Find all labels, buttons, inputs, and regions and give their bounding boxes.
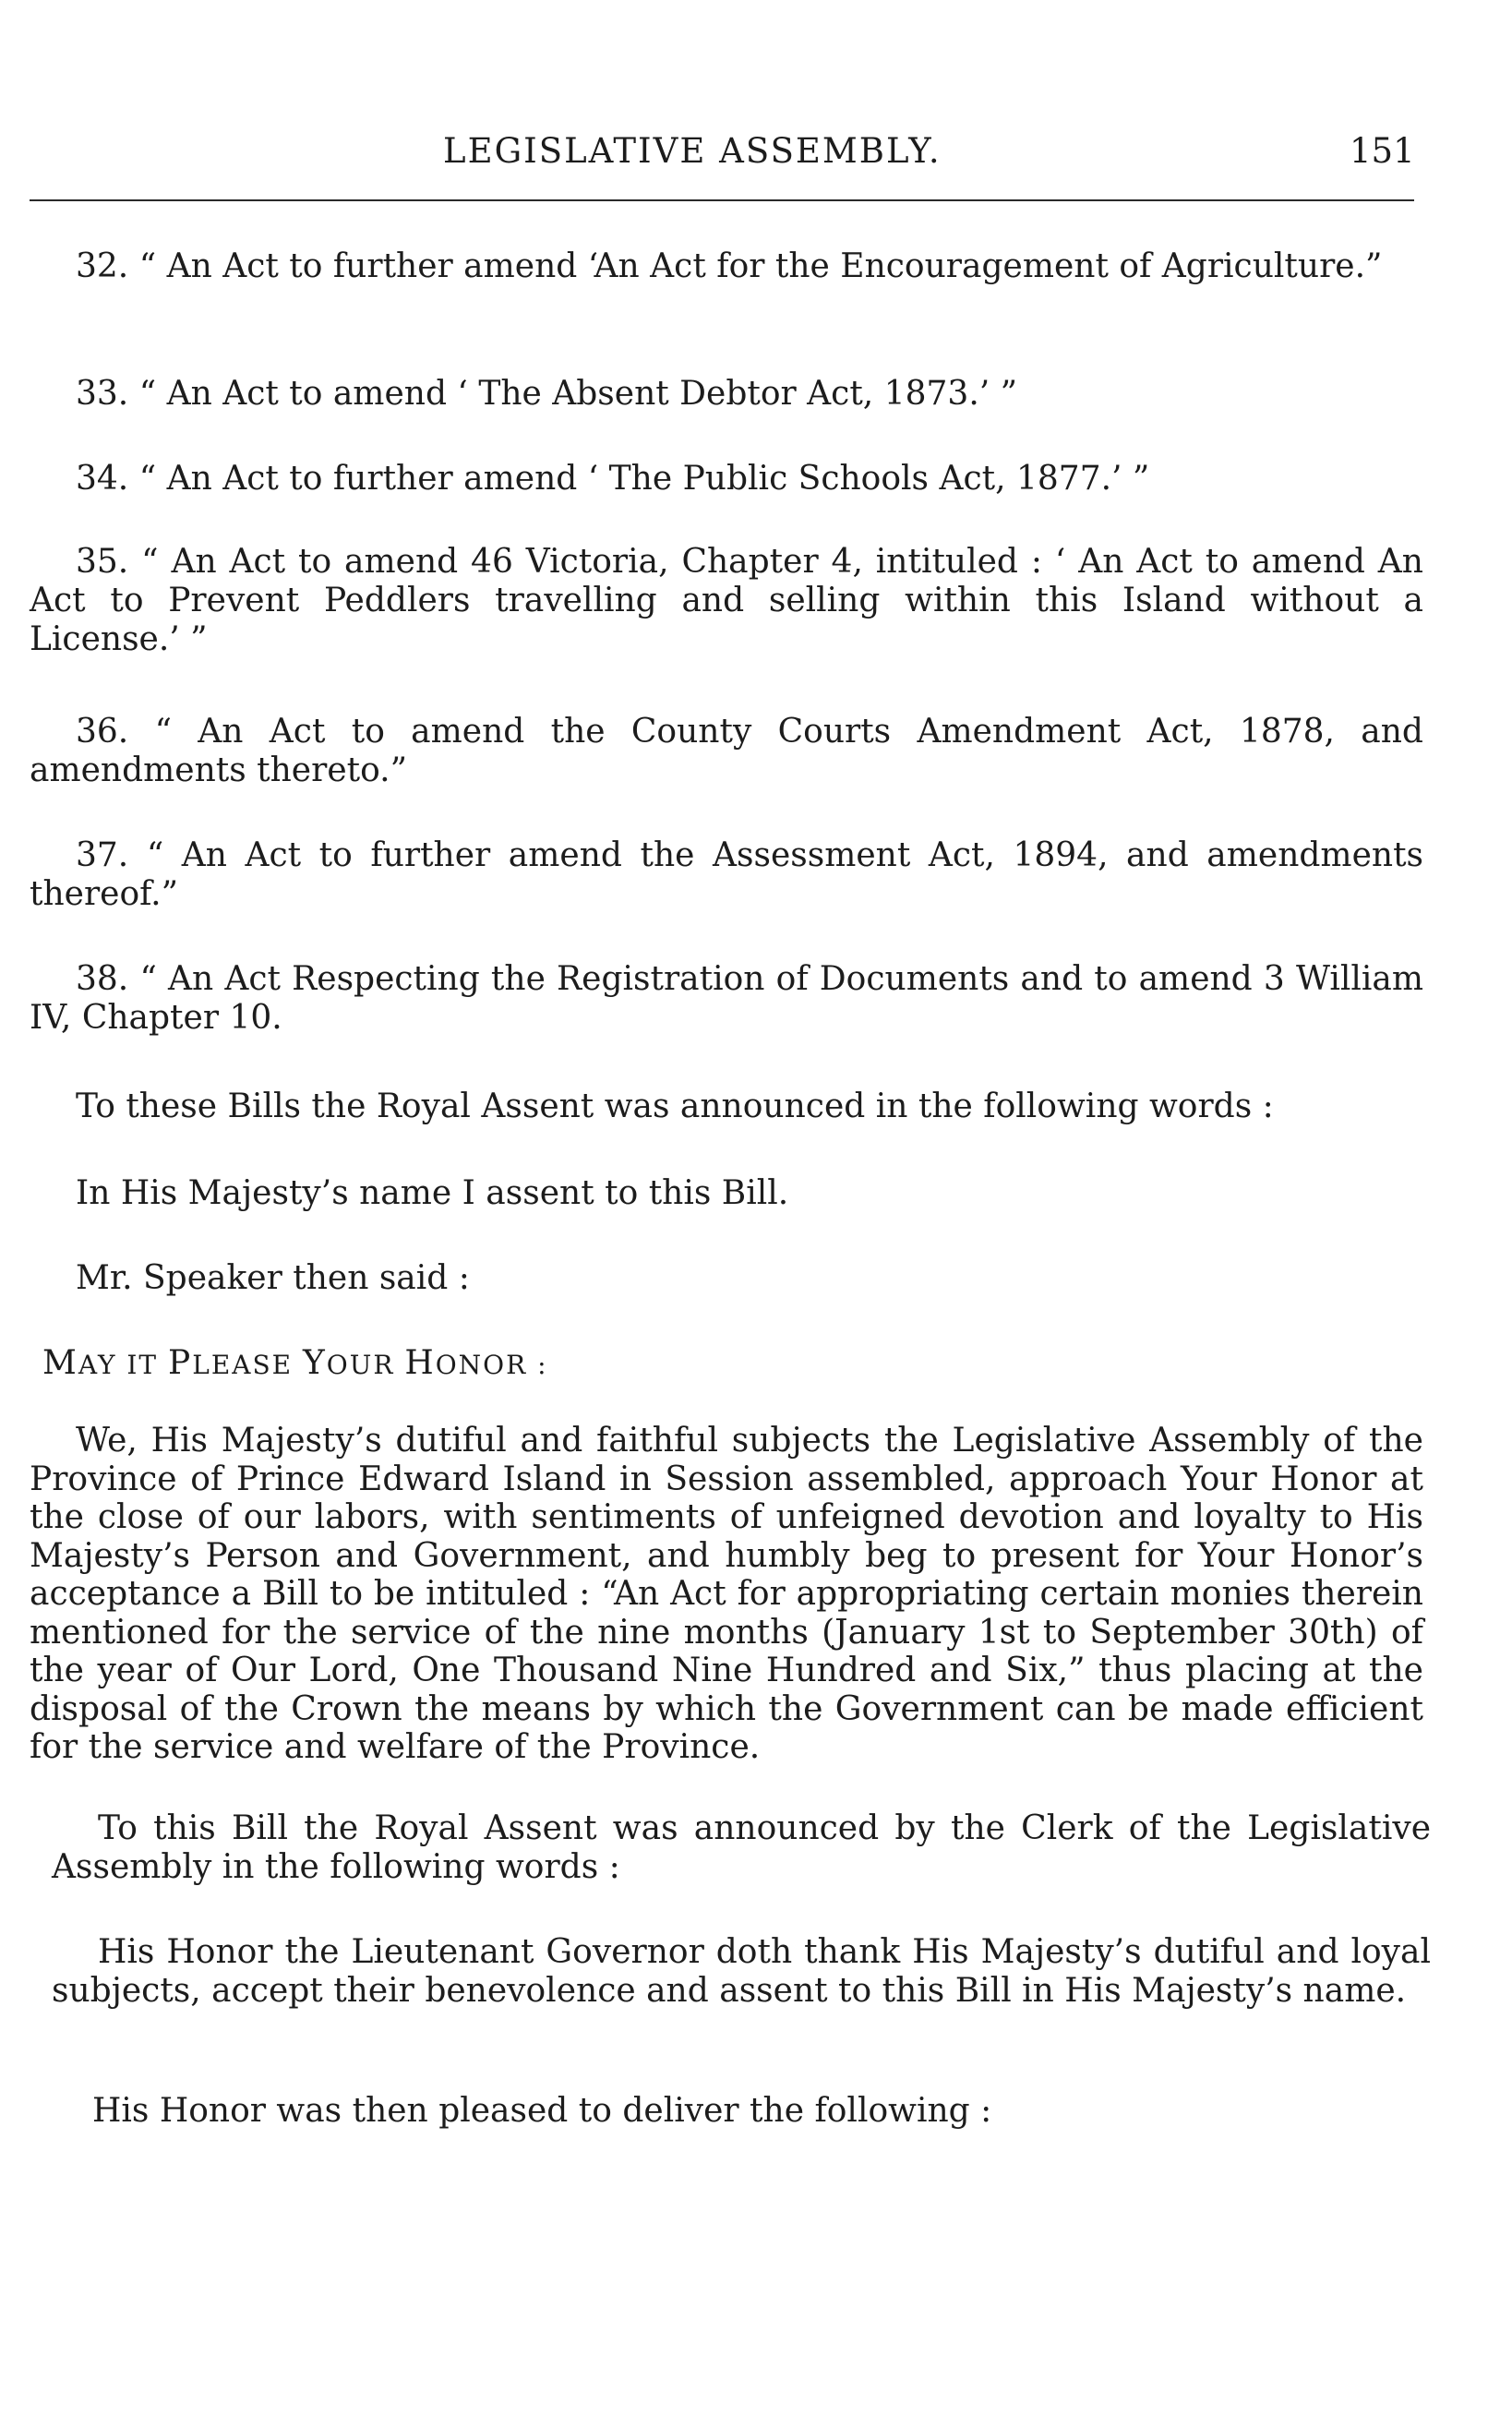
bill-item-35 xyxy=(30,543,1423,659)
closing-line: His Honor was then pleased to deliver the following : xyxy=(92,2092,992,2130)
bill-number: 35. xyxy=(76,543,129,581)
bill-text: “ An Act to further amend the Assessment Act, 1894, and amendments thereof.” xyxy=(30,836,1424,913)
bill-number: 32. xyxy=(76,247,129,285)
bill-text: “ An Act to amend ‘ The Absent Debtor Act, 1873.’ ” xyxy=(138,375,1018,413)
bill-number: 34. xyxy=(76,460,129,498)
bill-number: 33. xyxy=(76,375,129,413)
assent-words: In His Majesty’s name I assent to this Bill. xyxy=(76,1174,789,1212)
governor-words: His Honor the Lieutenant Governor doth thank His Majesty’s dutiful and loyal subjects, accept their benevolence and assent to this Bill in His Majesty’s name. xyxy=(52,1933,1431,2010)
bill-text: “ An Act to further amend ‘An Act for the Encouragement of Agriculture.” xyxy=(138,247,1383,285)
royal-assent-intro: To these Bills the Royal Assent was announced in the following words : xyxy=(76,1087,1274,1125)
bill-number: 36. xyxy=(76,713,129,751)
bill-item-33 xyxy=(30,375,1423,414)
bill-item-36 xyxy=(30,713,1423,790)
bill-item-38 xyxy=(30,960,1423,1038)
bill-number: 37. xyxy=(76,836,129,874)
bill-item-32 xyxy=(30,247,1423,286)
page-number: 151 xyxy=(1350,131,1415,171)
speaker-intro: Mr. Speaker then said : xyxy=(76,1259,470,1297)
bill-item-37 xyxy=(30,836,1423,914)
bill-text: “ An Act to amend the County Courts Amendment Act, 1878, and amendments thereto.” xyxy=(30,713,1423,789)
bill-text: “ An Act to further amend ‘ The Public Schools Act, 1877.’ ” xyxy=(138,460,1150,498)
header-rule xyxy=(30,199,1414,201)
address-heading: MAY IT PLEASE YOUR HONOR : xyxy=(42,1344,548,1382)
running-header-title: LEGISLATIVE ASSEMBLY. xyxy=(443,131,942,171)
bill-item-34 xyxy=(30,460,1423,499)
bill-text: “ An Act Respecting the Registration of Documents and to amend 3 William IV, Chapter 10. xyxy=(30,960,1423,1037)
bill-text: “ An Act to amend 46 Victoria, Chapter 4, intituled : ‘ An Act to amend An Act to Prevent Peddlers travelling and selling within this Island without a License.’ ” xyxy=(30,543,1423,658)
bill-number: 38. xyxy=(76,960,129,998)
clerk-intro: To this Bill the Royal Assent was announced by the Clerk of the Legislative Assembly in the following words : xyxy=(52,1809,1431,1886)
address-body: We, His Majesty’s dutiful and faithful subjects the Legislative Assembly of the Province of Prince Edward Island in Session assembled, approach Your Honor at the close of our labors, with sentiments of unfeigned devotion and loyalty to His Majesty’s Person and Government, and humbly beg to present for Your Honor’s acceptance a Bill to be intituled : “An Act for appropriating certain monies therein mentioned for the service of the nine months (January 1st to September 30th) of the year of Our Lord, One Thousand Nine Hundred and Six,” thus placing at the disposal of the Crown the means by which the Government can be made efficient for the service and welfare of the Province. xyxy=(30,1422,1423,1766)
